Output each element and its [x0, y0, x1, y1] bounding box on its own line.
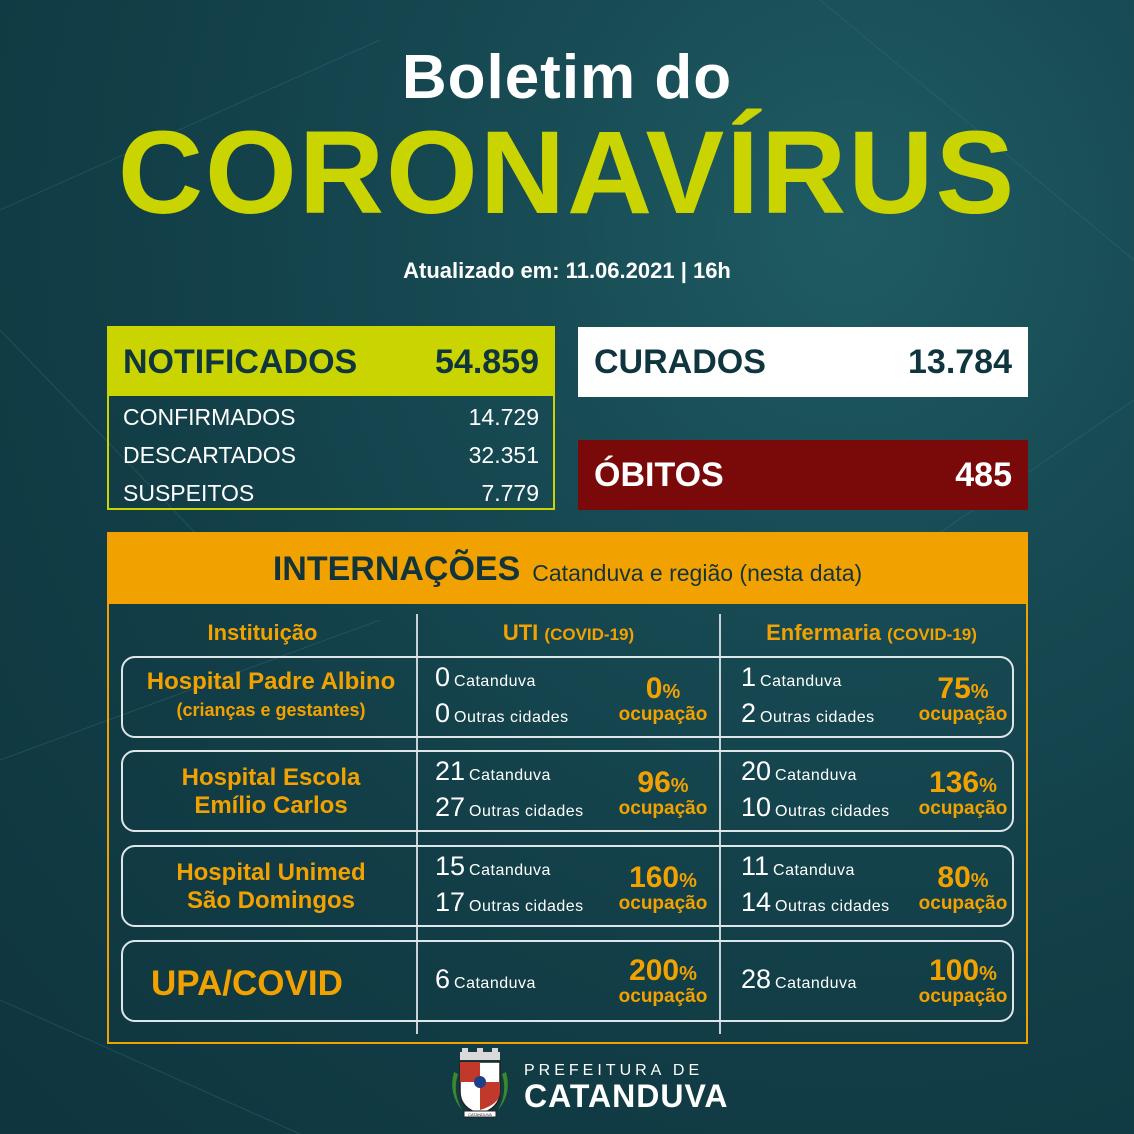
percent-value: 160	[629, 861, 680, 894]
bulletin-title-line2: CORONAVÍRUS	[117, 107, 1017, 239]
enf-occupancy: 136% ocupação	[913, 766, 1013, 818]
hospital-name-line1: Hospital Unimed	[176, 859, 366, 886]
count: 17	[435, 887, 466, 917]
suspeitos-row	[109, 474, 553, 512]
percent-value: 136	[929, 766, 980, 799]
uti-catanduva	[435, 964, 536, 995]
count: 21	[435, 756, 466, 786]
count-label: Outras cidades	[454, 709, 569, 726]
uti-catanduva	[435, 756, 551, 787]
percent-value: 75	[937, 672, 971, 705]
percent-value: 200	[629, 954, 680, 987]
count: 20	[741, 756, 772, 786]
internacoes-subtitle: Catanduva e região (nesta data)	[532, 559, 863, 586]
descartados-row	[109, 436, 553, 474]
uti-label: UTI	[502, 620, 539, 645]
uti-occupancy: 96% ocupação	[613, 766, 713, 818]
confirmados-row	[109, 398, 553, 436]
enfermaria-sublabel: (COVID-19)	[887, 625, 977, 644]
enf-occupancy: 75% ocupação	[913, 672, 1013, 724]
hospital-name	[123, 859, 419, 915]
notificados-header	[109, 328, 553, 396]
enf-outras	[741, 887, 890, 918]
hospital-name	[123, 668, 419, 724]
uti-outras	[435, 698, 569, 729]
uti-occupancy: 200% ocupação	[613, 954, 713, 1006]
footer-line1: PREFEITURA DE	[524, 1062, 704, 1079]
count: 14	[741, 887, 772, 917]
hospital-name	[123, 764, 419, 820]
uti-catanduva	[435, 851, 551, 882]
hospital-name-line2: São Domingos	[186, 887, 355, 914]
enf-outras	[741, 698, 875, 729]
internacoes-header	[109, 534, 1026, 604]
hospital-row	[121, 845, 1014, 927]
uti-sublabel: (COVID-19)	[544, 625, 635, 644]
count: 27	[435, 792, 466, 822]
count-label: Outras cidades	[775, 898, 890, 915]
obitos-value: 485	[955, 455, 1012, 494]
confirmados-label: CONFIRMADOS	[123, 403, 296, 430]
descartados-label: DESCARTADOS	[123, 441, 296, 468]
count-label: Outras cidades	[760, 709, 875, 726]
bulletin-title-line1: Boletim do	[401, 43, 733, 112]
count-label: Outras cidades	[775, 803, 890, 820]
occupancy-label: ocupação	[918, 798, 1008, 819]
hospital-name-line2: Emílio Carlos	[194, 792, 348, 819]
enfermaria-label: Enfermaria	[766, 620, 882, 645]
count-label: Catanduva	[469, 767, 551, 784]
uti-occupancy: 0% ocupação	[613, 672, 713, 724]
occupancy-label: ocupação	[618, 893, 708, 914]
descartados-value: 32.351	[468, 441, 539, 468]
occupancy-label: ocupação	[918, 986, 1008, 1007]
upa-row	[121, 940, 1014, 1022]
notificados-label: NOTIFICADOS	[123, 342, 358, 381]
seal-text: CATANDUVA	[468, 1112, 492, 1117]
count: 10	[741, 792, 772, 822]
count: 6	[435, 964, 451, 994]
percent-value: 0	[645, 672, 663, 705]
occupancy-label: ocupação	[618, 704, 708, 725]
uti-occupancy: 160% ocupação	[613, 861, 713, 913]
column-header-enfermaria	[721, 620, 1022, 646]
count: 15	[435, 851, 466, 881]
hospital-name-line1: Hospital Escola	[181, 764, 361, 791]
enf-occupancy: 80% ocupação	[913, 861, 1013, 913]
enf-occupancy: 100% ocupação	[913, 954, 1013, 1006]
updated-date: Atualizado em: 11.06.2021 | 16h	[403, 258, 731, 283]
internacoes-title: INTERNAÇÕES	[272, 549, 521, 588]
obitos-label: ÓBITOS	[594, 455, 724, 494]
count-label: Catanduva	[775, 975, 857, 992]
curados-label: CURADOS	[594, 342, 766, 381]
occupancy-label: ocupação	[618, 986, 708, 1007]
count-label: Outras cidades	[469, 898, 584, 915]
percent-value: 100	[929, 954, 980, 987]
hospital-row	[121, 656, 1014, 738]
enf-catanduva	[741, 662, 842, 693]
enf-catanduva	[741, 756, 857, 787]
notificados-panel	[107, 326, 555, 510]
percent-value: 80	[937, 861, 971, 894]
count: 0	[435, 698, 451, 728]
uti-outras	[435, 792, 584, 823]
notificados-value: 54.859	[435, 342, 539, 381]
column-header-instituicao	[109, 620, 416, 646]
enf-outras	[741, 792, 890, 823]
count: 0	[435, 662, 451, 692]
hospital-name-line1: Hospital Padre Albino	[146, 668, 396, 695]
curados-value: 13.784	[908, 342, 1012, 381]
obitos-panel	[578, 440, 1028, 510]
suspeitos-label: SUSPEITOS	[123, 479, 255, 506]
hospital-row	[121, 750, 1014, 832]
footer-logo	[444, 1048, 729, 1120]
upa-name: UPA/COVID	[151, 964, 343, 1003]
enf-catanduva	[741, 851, 855, 882]
count: 11	[741, 851, 770, 881]
uti-outras	[435, 887, 584, 918]
count-label: Catanduva	[454, 673, 536, 690]
confirmados-value: 14.729	[468, 403, 539, 430]
curados-panel	[578, 327, 1028, 397]
count: 1	[741, 662, 757, 692]
city-seal-icon	[444, 1048, 516, 1120]
count-label: Catanduva	[469, 862, 551, 879]
count-label: Catanduva	[760, 673, 842, 690]
column-header-uti	[418, 620, 719, 646]
count-label: Catanduva	[773, 862, 855, 879]
occupancy-label: ocupação	[618, 798, 708, 819]
hospital-name-line2: (crianças e gestantes)	[176, 700, 366, 720]
instituicao-label: Instituição	[207, 620, 318, 645]
suspeitos-value: 7.779	[481, 479, 539, 506]
internacoes-panel	[107, 532, 1028, 1044]
count-label: Catanduva	[775, 767, 857, 784]
count-label: Outras cidades	[469, 803, 584, 820]
count-label: Catanduva	[454, 975, 536, 992]
footer-line2: CATANDUVA	[524, 1078, 729, 1114]
uti-catanduva	[435, 662, 536, 693]
count: 28	[741, 964, 772, 994]
enf-catanduva	[741, 964, 857, 995]
percent-value: 96	[637, 766, 671, 799]
count: 2	[741, 698, 757, 728]
occupancy-label: ocupação	[918, 893, 1008, 914]
occupancy-label: ocupação	[918, 704, 1008, 725]
